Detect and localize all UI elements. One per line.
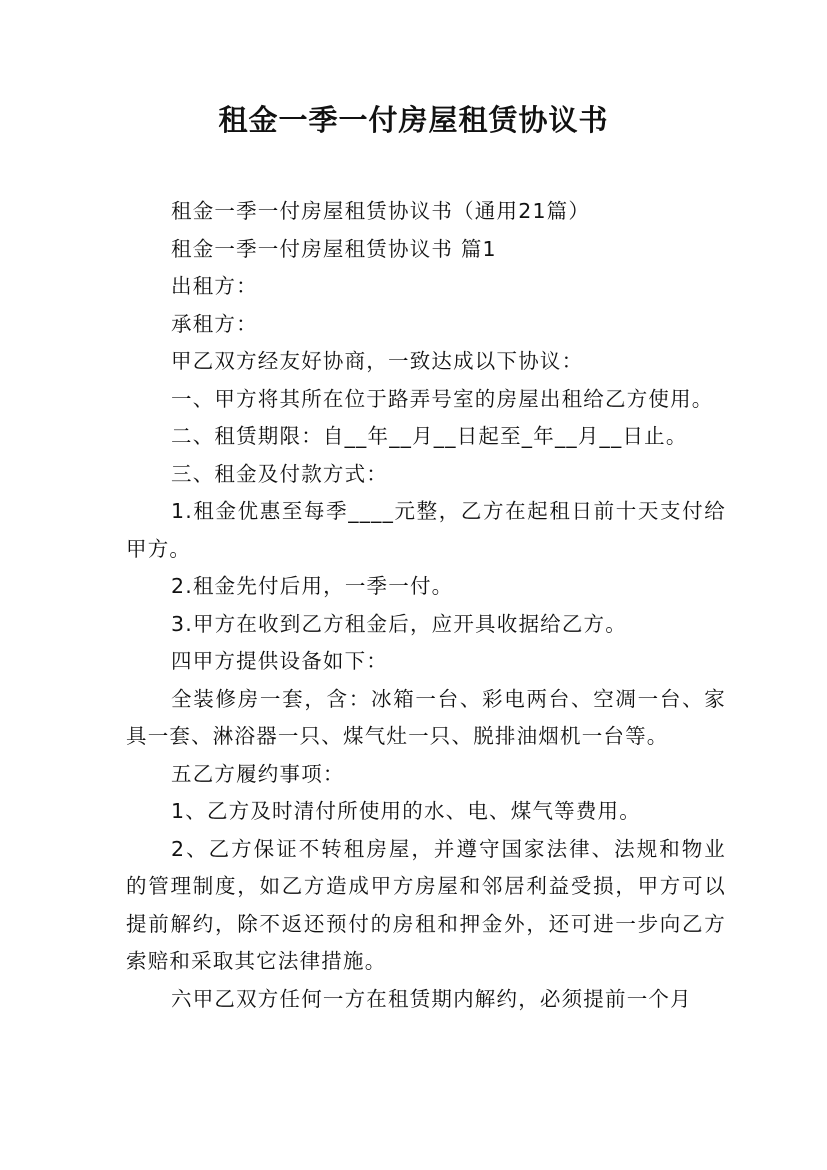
paragraph-subtitle: 租金一季一付房屋租赁协议书（通用21篇） [171, 199, 591, 223]
paragraph-clause-3: 三、租金及付款方式： [171, 461, 388, 486]
paragraph-clause-6: 六甲乙双方任何一方在租赁期内解约，必须提前一个月 [171, 986, 692, 1011]
paragraph-clause-5-2: 2、乙方保证不转租房屋，并遵守国家法律、法规和物业的管理制度，如乙方造成甲方房屋和邻居利益受损，甲方可以提前解约，除不返还预付的房租和押金外，还可进一步向乙方索赔和采取其它法律措施。 [126, 836, 726, 973]
paragraph-clause-2: 二、租赁期限：自__年__月__日起至_年__月__日止。 [171, 424, 688, 448]
paragraph-clause-1: 一、甲方将其所在位于路弄号室的房屋出租给乙方使用。 [171, 386, 714, 411]
paragraph-section-heading: 租金一季一付房屋租赁协议书 篇1 [171, 236, 497, 261]
paragraph-clause-3-1: 1.租金优惠至每季____元整，乙方在起租日前十天支付给甲方。 [126, 499, 726, 561]
paragraph-clause-5: 五乙方履约事项： [171, 761, 345, 786]
paragraph-clause-3-2: 2.租金先付后用，一季一付。 [171, 574, 454, 598]
document-title: 租金一季一付房屋租赁协议书 [218, 103, 609, 137]
paragraph-clause-5-1: 1、乙方及时清付所使用的水、电、煤气等费用。 [171, 799, 641, 823]
paragraph-intro: 甲乙双方经友好协商，一致达成以下协议： [171, 349, 584, 373]
paragraph-lessee: 承租方： [171, 311, 258, 336]
paragraph-clause-4: 四甲方提供设备如下： [171, 649, 388, 673]
paragraph-lessor: 出租方： [171, 274, 258, 298]
paragraph-clause-4-items: 全装修房一套，含：冰箱一台、彩电两台、空凋一台、家具一套、淋浴器一只、煤气灶一只、脱排油烟机一台等。 [126, 686, 726, 748]
paragraph-clause-3-3: 3.甲方在收到乙方租金后，应开具收据给乙方。 [171, 611, 627, 636]
document-body [126, 193, 726, 1018]
